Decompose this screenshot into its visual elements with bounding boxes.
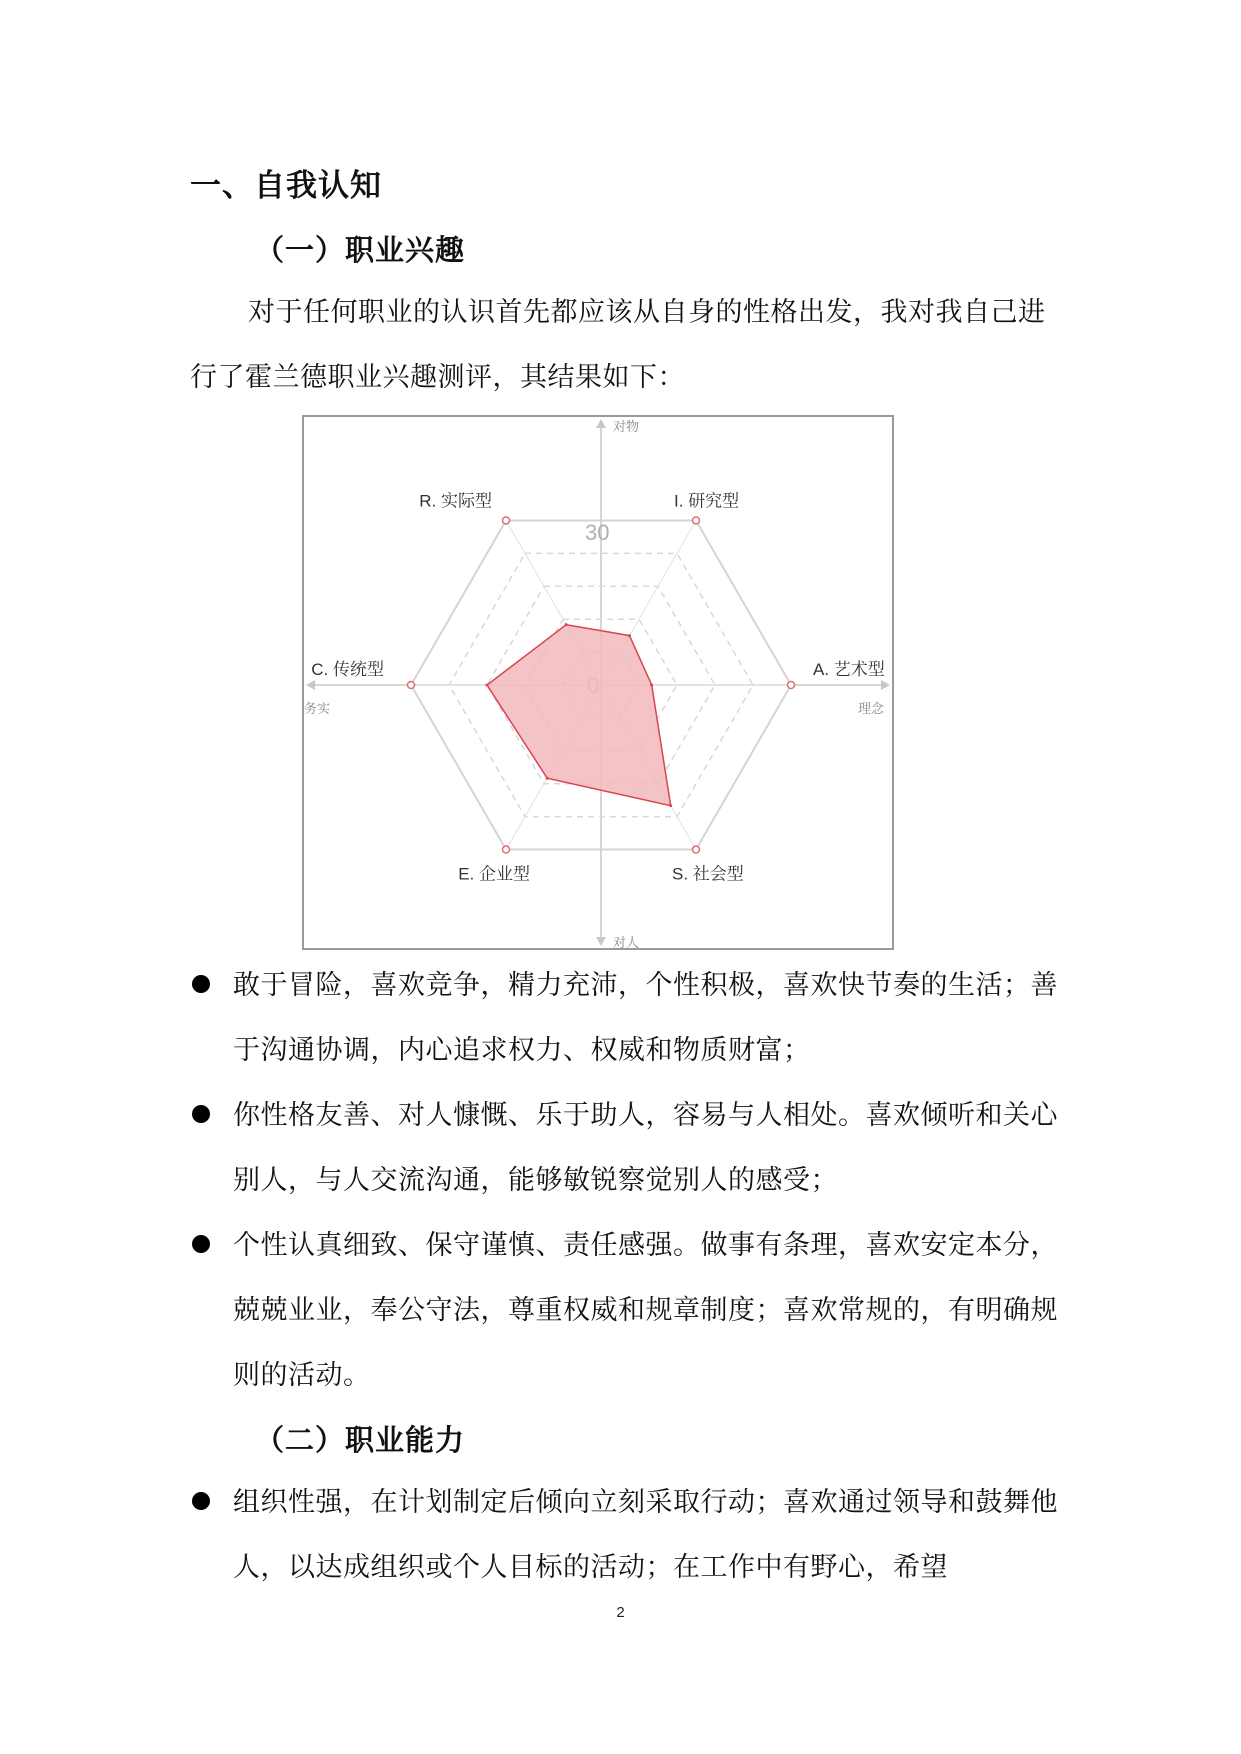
vertex-marker (503, 517, 510, 524)
orientation-label-bottom: 对人 (613, 935, 640, 948)
data-point (546, 777, 549, 780)
list-item-text: 敢于冒险，喜欢竞争，精力充沛，个性积极，喜欢快节奏的生活；善于沟通协调，内心追求权力、权威和物质财富； (233, 970, 1058, 1066)
tick-label-max: 30 (585, 520, 610, 545)
data-point (486, 684, 489, 687)
orientation-label-top: 对物 (613, 419, 640, 434)
orientation-label-right: 理念 (858, 701, 885, 716)
data-point (628, 634, 631, 637)
arrow-right-icon (881, 680, 890, 690)
vertex-marker (693, 846, 700, 853)
intro-text: 对于任何职业的认识首先都应该从自身的性格出发，我对我自己进行了霍兰德职业兴趣测评，其结果如下： (190, 297, 1046, 393)
data-point (565, 623, 568, 626)
page-number: 2 (616, 1604, 625, 1621)
bullet-dot-icon (192, 975, 210, 993)
arrow-left-icon (306, 680, 315, 690)
holland-radar-chart (302, 415, 894, 950)
intro-paragraph (190, 280, 1070, 410)
data-point (650, 684, 653, 687)
list-item-text: 个性认真细致、保守谨慎、责任感强。做事有条理，喜欢安定本分，兢兢业业，奉公守法，尊重权威和规章制度；喜欢常规的，有明确规则的活动。 (233, 1230, 1058, 1391)
subsection-title-ability: （二）职业能力 (255, 1423, 466, 1457)
axis-label: E. 企业型 (458, 864, 530, 884)
axis-label: I. 研究型 (674, 491, 740, 511)
radar-chart-svg (304, 417, 892, 948)
vertex-marker (503, 846, 510, 853)
bullet-dot-icon (192, 1492, 210, 1510)
axis-label: A. 艺术型 (813, 660, 885, 679)
vertex-marker (408, 682, 415, 689)
axis-label: R. 实际型 (419, 491, 492, 511)
arrow-down-icon (596, 937, 606, 946)
axis-label: S. 社会型 (672, 864, 744, 884)
arrow-up-icon (596, 419, 606, 428)
list-item-text: 你性格友善、对人慷慨、乐于助人，容易与人相处。喜欢倾听和关心别人，与人交流沟通，能够敏锐察觉别人的感受； (233, 1100, 1058, 1196)
subsection-title-interest: （一）职业兴趣 (255, 233, 466, 267)
vertex-marker (788, 682, 795, 689)
list-item-text: 组织性强，在计划制定后倾向立刻采取行动；喜欢通过领导和鼓舞他人，以达成组织或个人目标的活动；在工作中有野心，希望 (233, 1487, 1058, 1583)
bullet-dot-icon (192, 1235, 210, 1253)
data-point (669, 804, 672, 807)
orientation-label-left: 务实 (304, 701, 331, 716)
section-title: 一、自我认知 (190, 168, 382, 204)
axis-label: C. 传统型 (311, 660, 384, 679)
vertex-marker (693, 517, 700, 524)
bullet-dot-icon (192, 1105, 210, 1123)
data-area (487, 625, 671, 806)
